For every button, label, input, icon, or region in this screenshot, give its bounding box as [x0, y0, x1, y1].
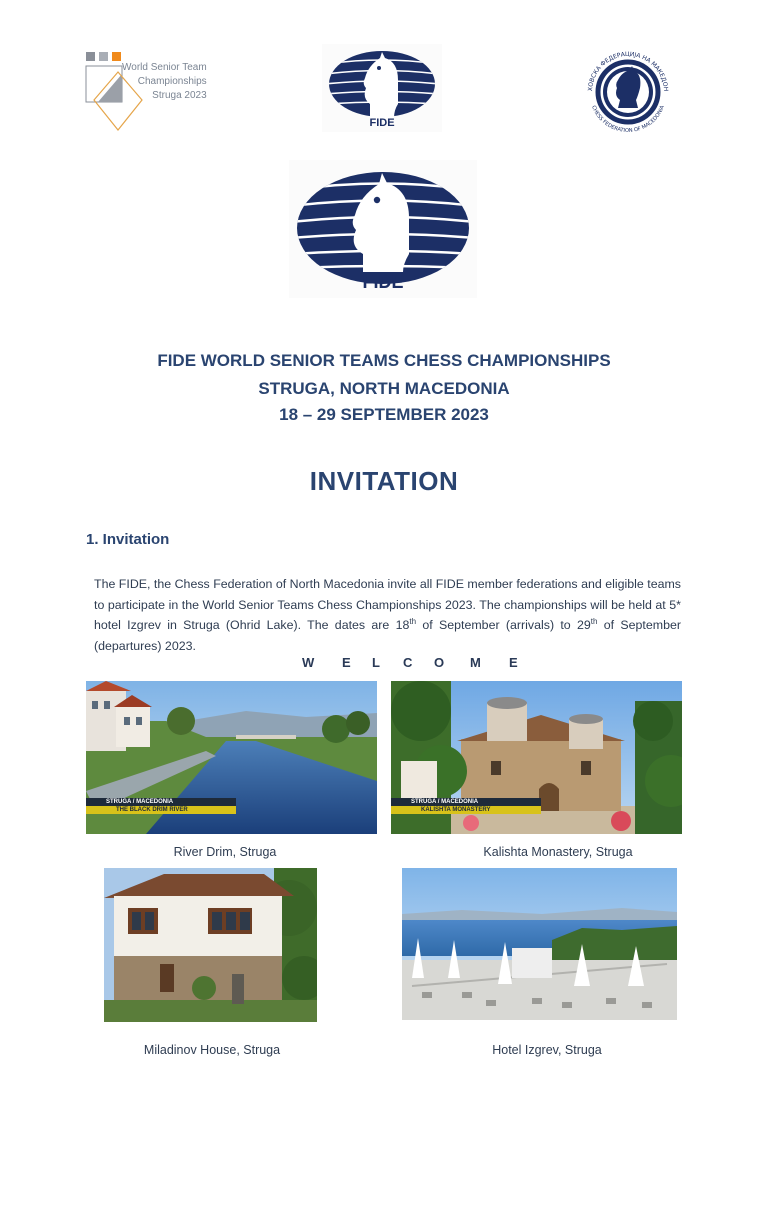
drim-banner — [86, 798, 236, 814]
welcome-letter: E — [509, 655, 518, 670]
drim-banner-bottom: THE BLACK DRIM RIVER — [86, 806, 236, 814]
photo-river-drim — [86, 681, 377, 834]
caption-river-drim: River Drim, Struga — [173, 845, 277, 859]
kalishta-banner-top: STRUGA / MACEDONIA — [411, 799, 479, 805]
kalishta-banner-bottom: KALISHTA MONASTERY — [391, 806, 541, 814]
drim-banner-top: STRUGA / MACEDONIA — [106, 799, 174, 805]
seal-knight-icon — [578, 44, 678, 140]
superscript-2: th — [590, 616, 598, 626]
event-logo — [84, 50, 224, 134]
section-heading: 1. Invitation — [86, 531, 170, 548]
izgrev-illustration — [402, 868, 677, 1020]
welcome-letter: O — [434, 655, 445, 670]
superscript-1: th — [409, 616, 417, 626]
fide-logo-small — [322, 44, 442, 132]
welcome-letter: L — [372, 655, 380, 670]
fide-label-small: FIDE — [369, 117, 395, 129]
kalishta-banner — [391, 798, 541, 814]
title-line-3: 18 – 29 SEPTEMBER 2023 — [279, 405, 489, 424]
fide-label-large: FIDE — [362, 272, 404, 292]
event-logo-line-3: Struga 2023 — [152, 90, 207, 101]
seal-text-bottom: CHESS FEDERATION OF MACEDONIA — [590, 104, 666, 135]
caption-hotel-izgrev: Hotel Izgrev, Struga — [492, 1043, 602, 1057]
caption-kalishta-monastery: Kalishta Monastery, Struga — [483, 845, 633, 859]
title-line-1: FIDE WORLD SENIOR TEAMS CHESS CHAMPIONSHIPS — [157, 351, 611, 370]
title-line-2: STRUGA, NORTH MACEDONIA — [258, 379, 510, 398]
welcome-letter: M — [470, 655, 481, 670]
welcome-letter: C — [403, 655, 413, 670]
seal-text-top: ХОВСКА ФЕДЕРАЦИЈА НА МАКЕДОН — [586, 50, 670, 92]
photo-miladinov-house — [104, 868, 317, 1022]
federation-seal — [578, 44, 678, 140]
photo-kalishta-monastery — [391, 681, 682, 834]
para-part-3: of September (departures) 2023. — [94, 618, 681, 653]
event-logo-line-2: Championships — [137, 76, 207, 87]
invitation-paragraph — [94, 574, 681, 656]
welcome-letter: W — [302, 655, 315, 670]
welcome-letter: E — [342, 655, 351, 670]
miladinov-illustration — [104, 868, 317, 1022]
caption-miladinov-house: Miladinov House, Struga — [143, 1043, 281, 1057]
fide-logo-large — [289, 160, 477, 298]
photo-hotel-izgrev — [402, 868, 677, 1020]
para-part-2: of September (arrivals) to 29 — [416, 618, 591, 632]
invitation-heading: INVITATION — [309, 466, 459, 496]
para-part-1: The FIDE, the Chess Federation of North Macedonia invite all FIDE member federations and eligible teams to participate in the World Senior Teams Chess Championships 2023. The championships will be held at 5* hotel Izgrev in Struga (Ohrid Lake). The dates are 18 — [94, 577, 681, 632]
event-logo-line-1: World Senior Team — [122, 62, 207, 73]
event-logo-text — [122, 61, 207, 103]
